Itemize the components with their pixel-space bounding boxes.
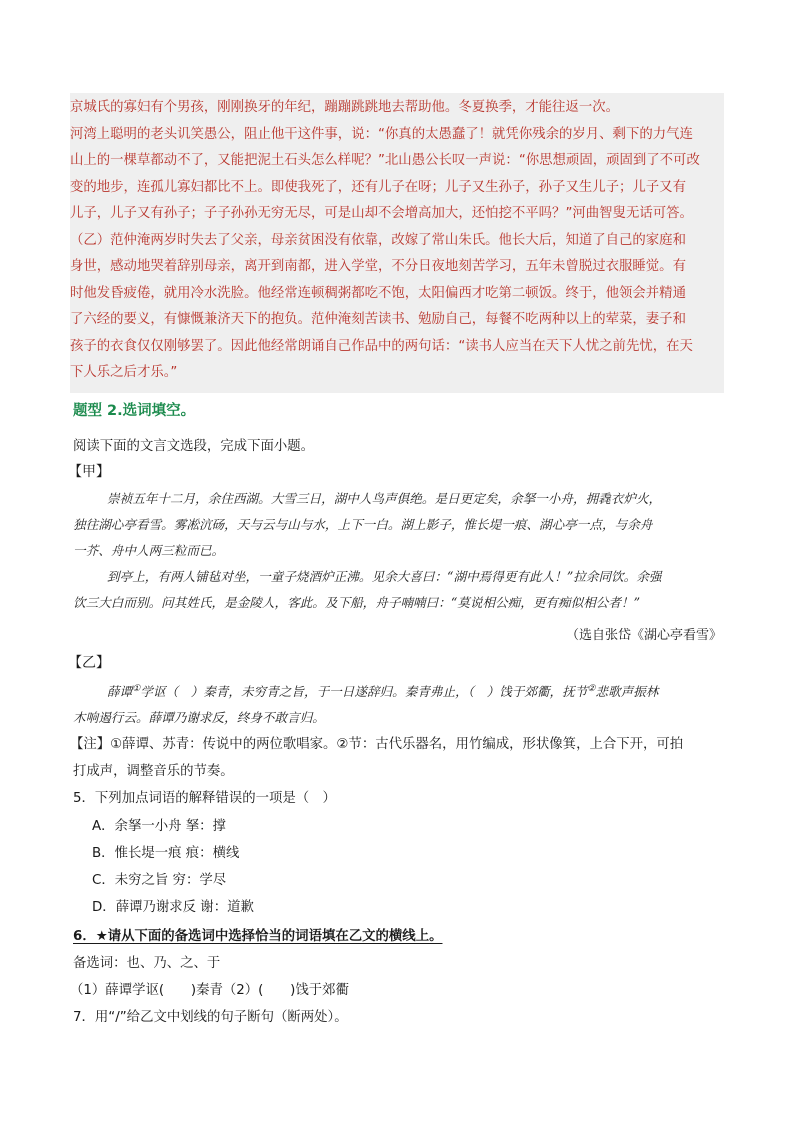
question-6-stem: 6．★请从下面的备选词中选择恰当的词语填在乙文的横线上。 (73, 929, 443, 944)
yi-line: 木响遏行云。薛谭乃谢求反，终身不敢言归。 (73, 710, 325, 726)
answer-line: 河湾上聪明的老头讥笑愚公，阻止他干这件事，说：“你真的太愚蠢了！就凭你残余的岁月、剩下的力气连 (70, 126, 693, 142)
answer-line: 京城氏的寡妇有个男孩，刚刚换牙的年纪，蹦蹦跳跳地去帮助他。冬夏换季，才能往返一次。 (70, 100, 620, 115)
note-line: 打成声，调整音乐的节奏。 (73, 764, 234, 779)
section-title: 题型 2.选词填空。 (73, 403, 196, 419)
jia-source: （选自张岱《湖心亭看雪》 (565, 628, 722, 643)
q5-option-c: C．未穷之旨 穷：学尽 (92, 873, 227, 888)
answer-line: （乙）范仲淹两岁时失去了父亲，母亲贫困没有依靠，改嫁了常山朱氏。他长大后，知道了自己的家庭和 (70, 232, 686, 248)
yi-text: 悲歌声振林 (595, 684, 659, 700)
answer-line: 山上的一棵草都动不了，又能把泥土石头怎么样呢？”北山愚公长叹一声说：“你思想顽固，顽固到了不可改 (70, 153, 700, 168)
q5-option-b: B．惟长堤一痕 痕：横线 (92, 846, 240, 861)
yi-text: 学讴（ ）秦青，未穷青之旨，于一日遂辞归。秦青弗止，（ ）饯于郊衢，抚节 (140, 684, 588, 700)
jia-line: 崇祯五年十二月，余住西湖。大雪三日，湖中人鸟声俱绝。是日更定矣，余拏一小舟，拥毳衣炉火， (107, 491, 662, 506)
answer-line: 变的地步，连孤儿寡妇都比不上。即使我死了，还有儿子在呀；儿子又生孙子，孙子又生儿子；儿子又有 (70, 179, 686, 195)
jia-label: 【甲】 (68, 464, 110, 480)
yi-line (73, 676, 727, 705)
answer-line: 身世，感动地哭着辞别母亲，离开到南都，进入学堂，不分日夜地刻苦学习，五年未曾脱过衣服睡觉。有 (70, 259, 686, 274)
q6-word-bank: 备选词：也、乃、之、于 (73, 956, 221, 971)
q5-option-d: D．薛谭乃谢求反 谢：道歉 (92, 900, 254, 915)
jia-line: 一芥、舟中人两三粒而已。 (73, 543, 225, 558)
question-5-stem: 5．下列加点词语的解释错误的一项是（ ） (73, 791, 336, 806)
answer-line: 儿子，儿子又有孙子；子子孙孙无穷无尽，可是山却不会增高加大，还怕挖不平吗？”河曲智叟无话可答。 (70, 206, 693, 221)
answer-line: 了六经的要义，有慷慨兼济天下的抱负。范仲淹刻苦读书、勉励自己，每餐不吃两种以上的荤菜，妻子和 (70, 312, 686, 327)
q5-option-a: A．余拏一小舟 拏：撑 (92, 819, 226, 834)
jia-passage (73, 486, 727, 616)
note-marker: ② (587, 684, 596, 694)
answer-passage (70, 93, 724, 393)
answer-line: 时他发昏疲倦，就用冷水洗脸。他经常连顿稠粥都吃不饱，太阳偏西才吃第二顿饭。终于，他领会并精通 (70, 285, 686, 301)
intro-text: 阅读下面的文言文选段，完成下面小题。 (73, 439, 315, 454)
yi-label: 【乙】 (68, 655, 110, 671)
answer-line: 下人乐之后才乐。” (70, 365, 178, 380)
note-marker: ① (132, 684, 141, 694)
q6-blanks: （1）薛谭学讴( )秦青（2）( )饯于郊衢 (70, 983, 349, 998)
yi-passage (73, 676, 727, 731)
question-7-stem: 7．用“/”给乙文中划线的句子断句（断两处）。 (73, 1010, 348, 1025)
jia-line: 到亭上，有两人铺毡对坐，一童子烧酒炉正沸。见余大喜曰：“湖中焉得更有此人！”拉余同饮。余强 (107, 569, 662, 584)
jia-line: 独往湖心亭看雪。雾凇沆砀，天与云与山与水，上下一白。湖上影子，惟长堤一痕、湖心亭一点，与余舟 (73, 517, 653, 532)
jia-line: 饮三大白而别。问其姓氏，是金陵人，客此。及下船，舟子喃喃曰：“莫说相公痴，更有痴似相公者！” (73, 595, 641, 610)
answer-line: 孩子的衣食仅仅刚够罢了。因此他经常朗诵自己作品中的两句话：“读书人应当在天下人忧之前先忧，在天 (70, 338, 693, 354)
note-line: 【注】①薛谭、苏青：传说中的两位歌唱家。②节：古代乐器名，用竹编成，形状像箕，上合下开，可拍 (70, 737, 684, 752)
yi-text: 薛谭 (107, 684, 133, 700)
